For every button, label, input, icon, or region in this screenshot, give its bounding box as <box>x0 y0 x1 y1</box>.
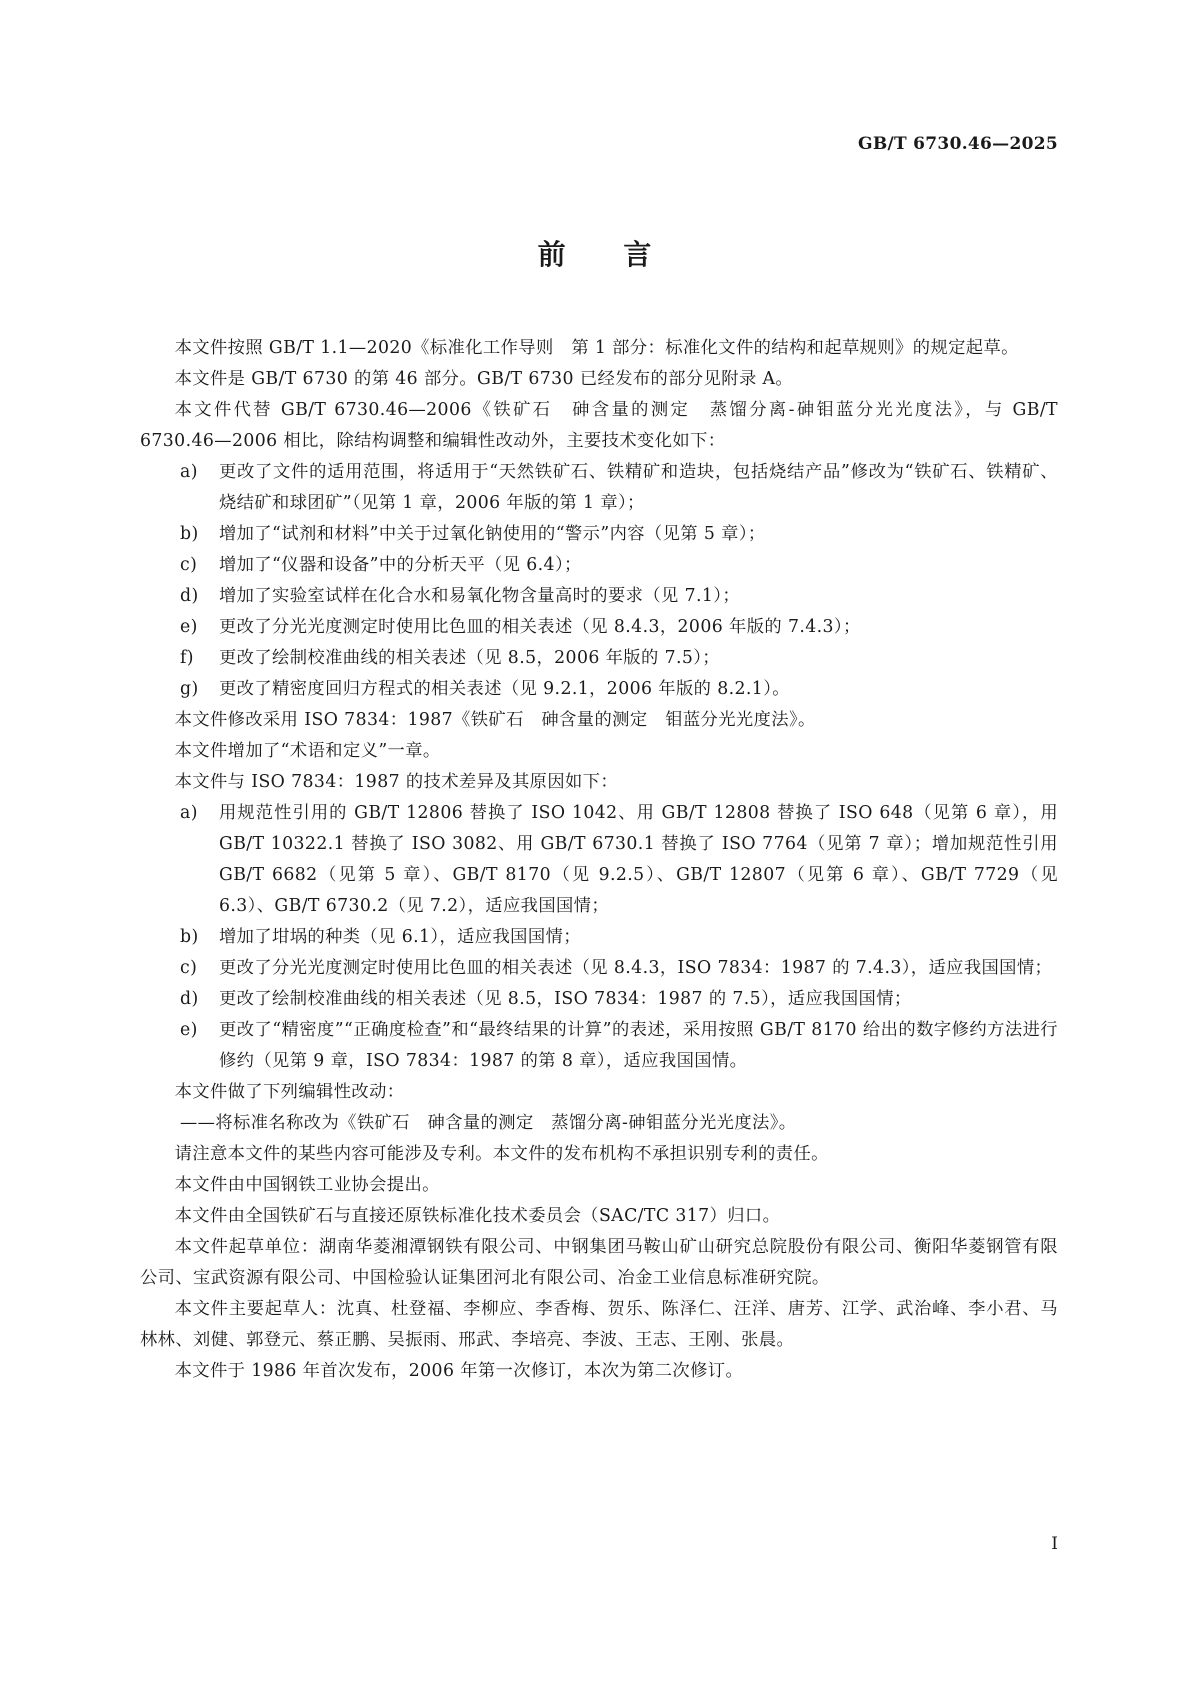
list-item-text: 增加了“仪器和设备”中的分析天平（见 6.4）； <box>219 555 582 575</box>
standard-number: GB/T 6730.46—2025 <box>858 134 1058 154</box>
list-item-text: 增加了实验室试样在化合水和易氧化物含量高时的要求（见 7.1）； <box>219 586 741 606</box>
list-item-mark: d) <box>180 989 199 1009</box>
paragraph-iso-adoption: 本文件修改采用 ISO 7834：1987《铁矿石 砷含量的测定 钼蓝分光光度法》。 <box>174 710 816 730</box>
list-item-mark: g) <box>180 679 199 699</box>
list-item <box>180 643 1058 674</box>
paragraph-drafting-units: 本文件起草单位：湖南华菱湘潭钢铁有限公司、中钢集团马鞍山矿山研究总院股份有限公司、衡阳华菱钢管有限公司、宝武资源有限公司、中国检验认证集团河北有限公司、冶金工业信息标准研究院。 <box>140 1237 1058 1288</box>
list-item-text: 增加了坩埚的种类（见 6.1），适应我国国情； <box>219 927 581 947</box>
list-item <box>180 953 1058 984</box>
list-item-mark: a) <box>180 462 198 482</box>
list-item-mark: f) <box>180 648 194 668</box>
paragraph-drafters: 本文件主要起草人：沈真、杜登福、李柳应、李香梅、贺乐、陈泽仁、汪洋、唐芳、江学、武治峰、李小君、马林林、刘健、郭登元、蔡正鹏、吴振雨、邢武、李培亮、李波、王志、王刚、张晨。 <box>140 1299 1058 1350</box>
paragraph-editorial-intro: 本文件做了下列编辑性改动： <box>174 1082 405 1102</box>
page-title: 前 言 <box>537 238 654 271</box>
list-item <box>180 519 1058 550</box>
list-item-mark: b) <box>180 927 199 947</box>
list-item-mark: a) <box>180 803 198 823</box>
paragraph-terms-added: 本文件增加了“术语和定义”一章。 <box>174 741 441 761</box>
list-item <box>180 922 1058 953</box>
list-item-text: 更改了精密度回归方程式的相关表述（见 9.2.1，2006 年版的 8.2.1）。 <box>219 679 790 699</box>
list-item-text: 更改了“精密度”“正确度检查”和“最终结果的计算”的表述，采用按照 GB/T 8170 给出的数字修约方法进行修约（见第 9 章，ISO 7834：1987 的第 8 章），适应我国国情。 <box>219 1020 1058 1071</box>
list-item-text: 更改了分光光度测定时使用比色皿的相关表述（见 8.4.3，2006 年版的 7.4.3）； <box>219 617 861 637</box>
list-item <box>180 984 1058 1015</box>
list-item-mark: e) <box>180 1020 198 1040</box>
paragraph-committee: 本文件由全国铁矿石与直接还原铁标准化技术委员会（SAC/TC 317）归口。 <box>174 1206 781 1226</box>
paragraph-part-info: 本文件是 GB/T 6730 的第 46 部分。GB/T 6730 已经发布的部分见附录 A。 <box>174 369 794 389</box>
list-item-text: 更改了绘制校准曲线的相关表述（见 8.5，2006 年版的 7.5）； <box>219 648 720 668</box>
list-item <box>180 674 1058 705</box>
list-item-text: 增加了“试剂和材料”中关于过氧化钠使用的“警示”内容（见第 5 章）； <box>219 524 766 544</box>
list-item-mark: d) <box>180 586 199 606</box>
list-item <box>180 550 1058 581</box>
list-item-text: 更改了绘制校准曲线的相关表述（见 8.5，ISO 7834：1987 的 7.5），适应我国国情； <box>219 989 912 1009</box>
list-item-mark: c) <box>180 555 198 575</box>
list-item <box>180 798 1058 922</box>
editorial-change-item: ——将标准名称改为《铁矿石 砷含量的测定 蒸馏分离-砷钼蓝分光光度法》。 <box>180 1113 797 1133</box>
list-item <box>180 612 1058 643</box>
list-item <box>180 581 1058 612</box>
paragraph-proposer: 本文件由中国钢铁工业协会提出。 <box>174 1175 440 1195</box>
page-number: Ⅰ <box>1051 1534 1058 1554</box>
foreword-body <box>140 333 1058 1387</box>
list-item-text: 更改了文件的适用范围，将适用于“天然铁矿石、铁精矿和造块，包括烧结产品”修改为“铁矿石、铁精矿、烧结矿和球团矿”（见第 1 章，2006 年版的第 1 章）； <box>219 462 1058 513</box>
list-item-mark: c) <box>180 958 198 978</box>
list-item <box>180 457 1058 519</box>
paragraph-patent-notice: 请注意本文件的某些内容可能涉及专利。本文件的发布机构不承担识别专利的责任。 <box>174 1144 829 1164</box>
list-item-text: 更改了分光光度测定时使用比色皿的相关表述（见 8.4.3，ISO 7834：1987 的 7.4.3），适应我国国情； <box>219 958 1053 978</box>
list-item-mark: e) <box>180 617 198 637</box>
list-item-mark: b) <box>180 524 199 544</box>
paragraph-differences-intro: 本文件与 ISO 7834：1987 的技术差异及其原因如下： <box>174 772 619 792</box>
list-item <box>180 1015 1058 1077</box>
paragraph-replaces: 本文件代替 GB/T 6730.46—2006《铁矿石 砷含量的测定 蒸馏分离-砷钼蓝分光光度法》，与 GB/T 6730.46—2006 相比，除结构调整和编辑性改动外，主要技术变化如下： <box>140 400 1058 451</box>
list-item-text: 用规范性引用的 GB/T 12806 替换了 ISO 1042、用 GB/T 12808 替换了 ISO 648（见第 6 章），用 GB/T 10322.1 替换了 ISO 3082、用 GB/T 6730.1 替换了 ISO 7764（见第 7 章）；增加规范性引用 GB/T 6682（见第 5 章）、GB/T 8170（见 9.2.5）、GB/T 12807（见第 6 章）、GB/T 7729（见 6.3）、GB/T 6730.2（见 7.2），适应我国国情； <box>219 803 1058 916</box>
paragraph-history: 本文件于 1986 年首次发布，2006 年第一次修订，本次为第二次修订。 <box>174 1361 744 1381</box>
paragraph-drafting-rules: 本文件按照 GB/T 1.1—2020《标准化工作导则 第 1 部分：标准化文件的结构和起草规则》的规定起草。 <box>174 338 1019 358</box>
